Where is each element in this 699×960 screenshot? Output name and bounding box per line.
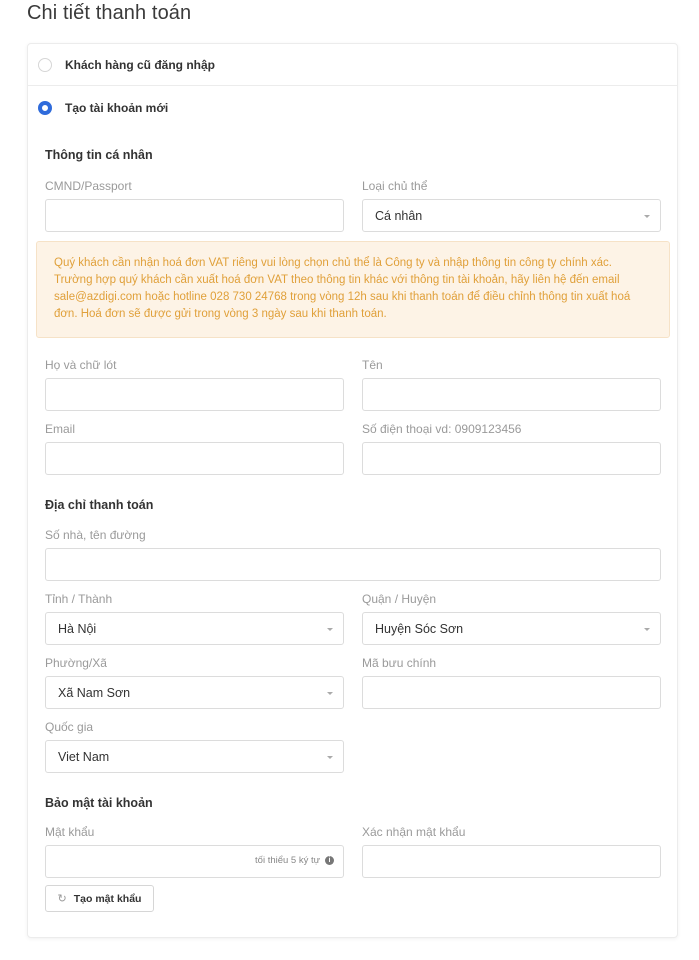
password-wrapper <box>45 845 344 878</box>
chevron-down-icon <box>327 756 333 759</box>
street-label: Số nhà, tên đường <box>45 528 146 542</box>
entity-type-select[interactable] <box>362 199 661 232</box>
entity-type-label: Loại chủ thể <box>362 179 428 193</box>
lastname-input[interactable] <box>45 378 344 411</box>
country-value: Viet Nam <box>58 749 110 764</box>
option-new-account[interactable] <box>28 87 677 129</box>
personal-info-title: Thông tin cá nhân <box>45 148 153 162</box>
vat-notice-text: Quý khách cần nhận hoá đơn VAT riêng vui lòng chọn chủ thể là Công ty và nhập thông tin công ty chính xác. Trường hợp quý khách cần xuất hoá đơn VAT theo thông tin khác với thông tin tài khoản, hãy liên hệ đến email sale@azdigi.com hoặc hotline 028 730 24768 trong vòng 12h sau khi thanh toán để điều chỉnh thông tin xuất hoá đơn. Hoá đơn sẽ được gửi trong vòng 3 ngày sau khi thanh toán. <box>54 257 631 320</box>
street-input[interactable] <box>45 548 661 581</box>
confirm-password-label: Xác nhận mật khẩu <box>362 825 466 839</box>
province-select[interactable] <box>45 612 344 645</box>
email-input[interactable] <box>45 442 344 475</box>
confirm-password-input[interactable] <box>362 845 661 878</box>
generate-password-label: Tạo mật khẩu <box>73 892 142 905</box>
page-title: Chi tiết thanh toán <box>27 2 192 24</box>
chevron-down-icon <box>327 692 333 695</box>
info-icon: i <box>325 856 334 865</box>
option-new-account-label: Tạo tài khoản mới <box>65 101 169 115</box>
country-label: Quốc gia <box>45 720 94 734</box>
chevron-down-icon <box>644 628 650 631</box>
vat-notice <box>36 241 670 338</box>
account-security-title: Bảo mật tài khoản <box>45 796 153 810</box>
password-hint <box>255 845 334 876</box>
province-value: Hà Nội <box>58 621 97 636</box>
password-label: Mật khẩu <box>45 825 95 839</box>
firstname-label: Tên <box>362 358 383 372</box>
option-existing-customer[interactable] <box>28 44 677 86</box>
radio-new-account[interactable] <box>38 101 52 115</box>
phone-label: Số điện thoại vd: 0909123456 <box>362 422 522 436</box>
radio-existing-customer[interactable] <box>38 58 52 72</box>
refresh-icon: ↻ <box>57 893 67 905</box>
postcode-input[interactable] <box>362 676 661 709</box>
password-hint-text: tối thiểu 5 ký tự <box>255 855 320 866</box>
district-value: Huyện Sóc Sơn <box>375 621 464 636</box>
ward-label: Phường/Xã <box>45 656 107 670</box>
chevron-down-icon <box>327 628 333 631</box>
billing-address-title: Địa chỉ thanh toán <box>45 498 154 512</box>
district-select[interactable] <box>362 612 661 645</box>
chevron-down-icon <box>644 215 650 218</box>
id-label: CMND/Passport <box>45 179 132 193</box>
billing-card <box>27 43 678 938</box>
firstname-input[interactable] <box>362 378 661 411</box>
lastname-label: Họ và chữ lót <box>45 358 117 372</box>
id-input[interactable] <box>45 199 344 232</box>
ward-value: Xã Nam Sơn <box>58 685 131 700</box>
province-label: Tỉnh / Thành <box>45 592 113 606</box>
phone-input[interactable] <box>362 442 661 475</box>
entity-type-value: Cá nhân <box>375 208 423 223</box>
email-label: Email <box>45 422 76 436</box>
postcode-label: Mã bưu chính <box>362 656 437 670</box>
ward-select[interactable] <box>45 676 344 709</box>
country-select[interactable] <box>45 740 344 773</box>
generate-password-button[interactable] <box>45 885 154 912</box>
district-label: Quận / Huyện <box>362 592 437 606</box>
option-existing-customer-label: Khách hàng cũ đăng nhập <box>65 57 216 72</box>
